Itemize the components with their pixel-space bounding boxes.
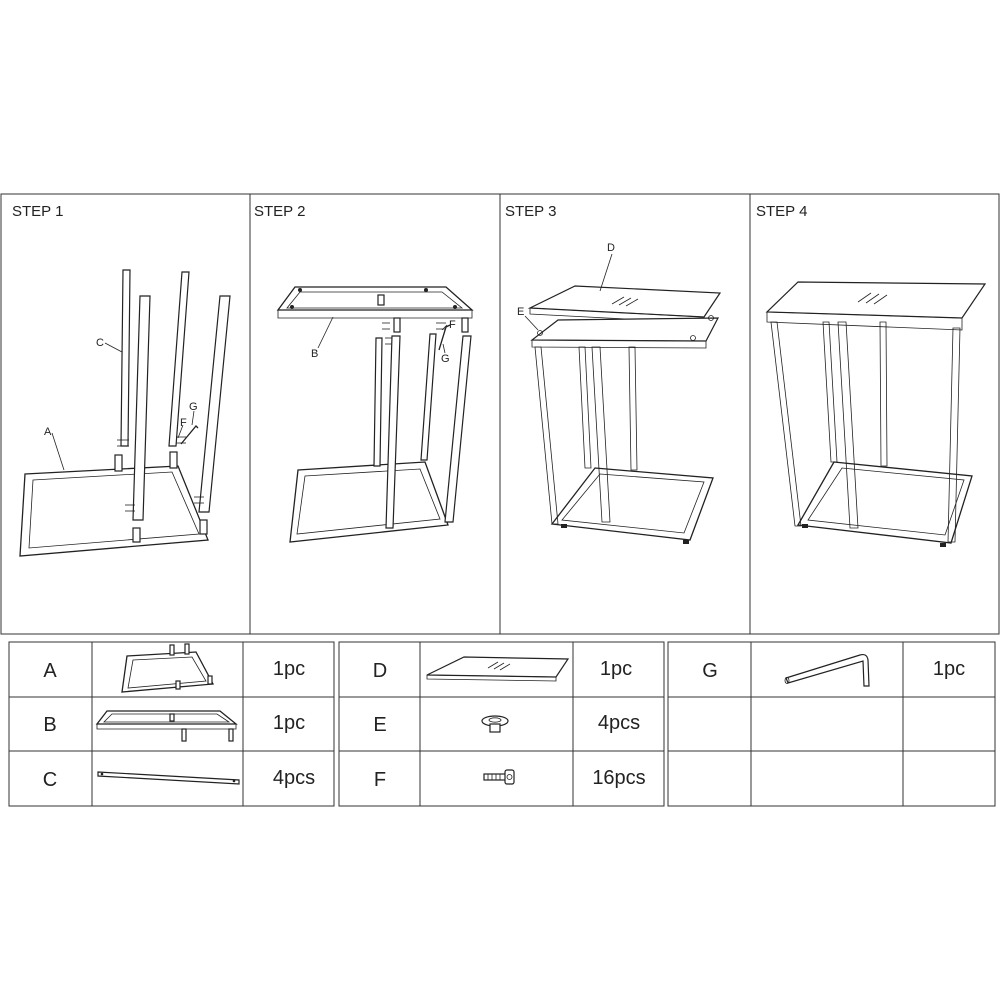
step-3-callout-d: D <box>607 242 615 254</box>
part-e-qty: 4pcs <box>597 712 641 734</box>
steps-frame <box>1 194 999 634</box>
step-2-callout-b: B <box>311 348 319 360</box>
part-g-letter: G <box>702 660 718 682</box>
step-1-callout-g: G <box>189 401 198 413</box>
part-a-qty: 1pc <box>272 658 306 680</box>
step-1-callout-c: C <box>96 337 104 349</box>
part-e-letter: E <box>373 714 387 736</box>
step-2-title: STEP 2 <box>254 203 306 220</box>
step-4-title: STEP 4 <box>756 203 808 220</box>
part-f-letter: F <box>373 769 387 791</box>
step-3-title: STEP 3 <box>505 203 557 220</box>
part-d-qty: 1pc <box>599 658 633 680</box>
part-c-qty: 4pcs <box>272 767 316 789</box>
step-3-illustration <box>525 254 720 544</box>
part-c-letter: C <box>42 769 58 791</box>
step-2-illustration <box>278 287 472 542</box>
screw-icon <box>484 770 514 784</box>
part-f-qty: 16pcs <box>592 767 646 789</box>
step-4-illustration <box>767 282 985 547</box>
glass-pad-icon <box>482 716 508 732</box>
step-1-callout-a: A <box>44 426 52 438</box>
leg-bar-icon <box>98 772 239 784</box>
part-g-qty: 1pc <box>932 658 966 680</box>
base-frame-icon <box>122 644 213 692</box>
step-1-title: STEP 1 <box>12 203 64 220</box>
part-b-qty: 1pc <box>272 712 306 734</box>
part-b-letter: B <box>43 714 57 736</box>
step-1-illustration <box>20 270 230 556</box>
step-3-callout-e: E <box>517 306 525 318</box>
allen-key-icon <box>785 655 869 686</box>
step-2-callout-g: G <box>441 353 450 365</box>
top-frame-icon <box>97 711 236 741</box>
glass-top-icon <box>427 657 568 681</box>
part-a-letter: A <box>43 660 57 682</box>
part-d-letter: D <box>372 660 388 682</box>
step-2-callout-f: F <box>449 319 456 331</box>
step-1-callout-f: F <box>180 417 187 429</box>
